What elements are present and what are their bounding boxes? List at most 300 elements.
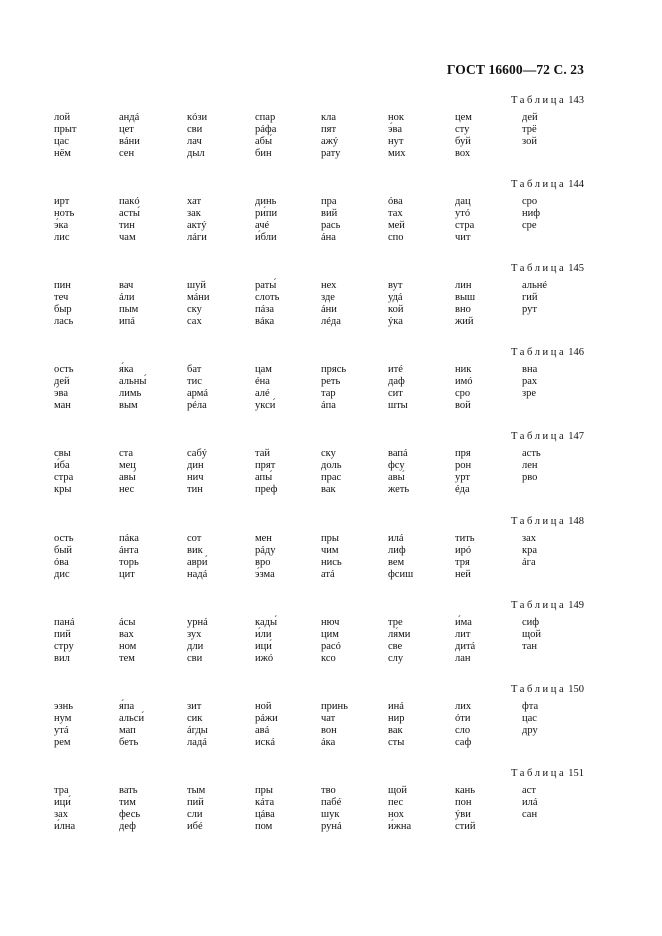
table-column bbox=[54, 785, 114, 833]
table-column bbox=[522, 112, 582, 148]
table-column bbox=[321, 280, 381, 328]
table-caption bbox=[511, 516, 584, 527]
table-cell: цас bbox=[522, 712, 537, 724]
table-column bbox=[388, 196, 448, 244]
table-cell: лиф bbox=[388, 544, 406, 556]
table-caption bbox=[511, 347, 584, 358]
table-cell: пий bbox=[54, 628, 71, 640]
table-cell: ник bbox=[455, 364, 472, 376]
table-column bbox=[119, 533, 179, 581]
table-cell: сабý bbox=[187, 448, 208, 460]
table-column bbox=[187, 112, 247, 160]
table-cell: áпа bbox=[321, 400, 336, 412]
table-column bbox=[522, 196, 582, 232]
table-cell: тай bbox=[255, 448, 270, 460]
table-cell: нок bbox=[388, 112, 404, 123]
table-caption-word: Таблица bbox=[511, 683, 567, 695]
table-column bbox=[119, 364, 179, 412]
table-cell: буй bbox=[455, 136, 471, 147]
table-cell: стий bbox=[455, 820, 476, 832]
table-cell: тан bbox=[522, 640, 537, 652]
table-cell: нум bbox=[54, 712, 72, 724]
table-cell: илá bbox=[522, 796, 538, 808]
table-cell: абы́ bbox=[255, 136, 273, 147]
table-cell: рво bbox=[522, 472, 538, 484]
table-cell: сан bbox=[522, 808, 538, 820]
table-column bbox=[455, 533, 515, 581]
table-cell: нох bbox=[388, 808, 404, 820]
table-cell: зде bbox=[321, 292, 335, 304]
table-cell: рунá bbox=[321, 820, 342, 832]
table-column bbox=[388, 280, 448, 328]
table-column bbox=[455, 701, 515, 749]
table-cell: пым bbox=[119, 304, 139, 316]
table-column bbox=[455, 364, 515, 412]
table-cell: цам bbox=[255, 364, 272, 376]
table-cell: мáни bbox=[187, 292, 210, 304]
table-cell: теч bbox=[54, 292, 69, 304]
table-column bbox=[255, 364, 315, 412]
table-cell: стру bbox=[54, 640, 74, 652]
table-column bbox=[119, 785, 179, 833]
table-cell: лих bbox=[455, 700, 472, 712]
table-cell: и́бли bbox=[255, 232, 277, 244]
table-cell: сит bbox=[388, 388, 403, 400]
table-cell: рах bbox=[522, 376, 538, 388]
table-cell: лан bbox=[455, 652, 471, 664]
table-cell: вать bbox=[119, 784, 138, 796]
table-cell: тин bbox=[187, 484, 203, 496]
table-cell: сты bbox=[388, 736, 405, 748]
table-cell: вно bbox=[455, 304, 471, 316]
table-cell: сиф bbox=[522, 616, 540, 628]
table-cell: áна bbox=[321, 232, 336, 244]
table-cell: и́лна bbox=[54, 820, 76, 832]
table-cell: ста bbox=[119, 448, 134, 460]
table-cell: нес bbox=[119, 484, 135, 496]
table-cell: дин bbox=[187, 460, 204, 472]
table-column bbox=[187, 785, 247, 833]
table-cell: щой bbox=[522, 628, 541, 640]
table-cell: урт bbox=[455, 472, 470, 484]
table-cell: сро bbox=[522, 196, 538, 208]
table-cell: лой bbox=[54, 112, 71, 123]
table-cell: áсы bbox=[119, 616, 136, 628]
table-cell: цет bbox=[119, 124, 134, 135]
table-cell: торь bbox=[119, 556, 139, 568]
table-cell: тис bbox=[187, 376, 202, 388]
table-column bbox=[255, 617, 315, 665]
table-column bbox=[119, 280, 179, 328]
table-cell: дей bbox=[522, 112, 538, 123]
table-cell: ибé bbox=[187, 820, 203, 832]
table-cell: тра bbox=[54, 784, 69, 796]
table-cell: рут bbox=[522, 304, 537, 316]
table-caption bbox=[511, 263, 584, 274]
table-cell: лась bbox=[54, 316, 74, 328]
table-cell: спар bbox=[255, 112, 276, 123]
table-cell: альнé bbox=[522, 280, 548, 292]
table-column bbox=[388, 617, 448, 665]
table-cell: áгды bbox=[187, 724, 208, 736]
table-148 bbox=[0, 516, 662, 600]
table-cell: лен bbox=[522, 460, 538, 472]
table-cell: вáни bbox=[119, 136, 140, 147]
table-cell: нех bbox=[321, 280, 337, 292]
table-column bbox=[119, 112, 179, 160]
table-cell: кла bbox=[321, 112, 337, 123]
table-cell: сро bbox=[455, 388, 471, 400]
table-cell: реть bbox=[321, 376, 341, 388]
table-cell: вапá bbox=[388, 448, 408, 460]
table-column bbox=[119, 196, 179, 244]
table-cell: сви bbox=[187, 652, 203, 664]
table-cell: кры bbox=[54, 484, 72, 496]
table-cell: раты́ bbox=[255, 280, 277, 292]
table-cell: дыл bbox=[187, 148, 205, 159]
table-cell: цим bbox=[321, 628, 339, 640]
table-cell: вáка bbox=[255, 316, 275, 328]
table-cell: деф bbox=[119, 820, 136, 832]
table-column bbox=[187, 448, 247, 496]
table-cell: цем bbox=[455, 112, 472, 123]
table-column bbox=[255, 701, 315, 749]
table-caption-word: Таблица bbox=[511, 347, 567, 359]
table-column bbox=[455, 112, 515, 160]
table-cell: ней bbox=[455, 568, 471, 580]
table-cell: аст bbox=[522, 784, 536, 796]
table-cell: бат bbox=[187, 364, 202, 376]
table-cell: дли bbox=[187, 640, 204, 652]
table-cell: зах bbox=[54, 808, 69, 820]
table-150 bbox=[0, 684, 662, 768]
table-cell: расó bbox=[321, 640, 341, 652]
table-cell: мих bbox=[388, 148, 406, 159]
table-cell: искá bbox=[255, 736, 276, 748]
table-column bbox=[54, 280, 114, 328]
table-column bbox=[522, 701, 582, 737]
table-cell: кады́ bbox=[255, 616, 277, 628]
table-cell: бый bbox=[54, 544, 73, 556]
table-cell: жий bbox=[455, 316, 474, 328]
table-cell: рем bbox=[54, 736, 71, 748]
table-cell: вак bbox=[388, 724, 403, 736]
table-cell: аври́ bbox=[187, 556, 208, 568]
table-cell: удá bbox=[388, 292, 403, 304]
table-cell: ном bbox=[119, 640, 137, 652]
table-cell: тим bbox=[119, 796, 136, 808]
table-cell: урнá bbox=[187, 616, 208, 628]
table-column bbox=[119, 617, 179, 665]
table-cell: фсиш bbox=[388, 568, 414, 580]
table-cell: рон bbox=[455, 460, 472, 472]
table-caption-word: Таблица bbox=[511, 767, 567, 779]
table-cell: ску bbox=[187, 304, 202, 316]
table-column bbox=[522, 364, 582, 400]
table-cell: вут bbox=[388, 280, 403, 292]
table-cell: актý bbox=[187, 220, 207, 232]
table-cell: вна bbox=[522, 364, 538, 376]
table-column bbox=[54, 364, 114, 412]
table-caption-word: Таблица bbox=[511, 515, 567, 527]
table-cell: тем bbox=[119, 652, 135, 664]
table-cell: фесь bbox=[119, 808, 141, 820]
table-cell: вой bbox=[455, 400, 471, 412]
table-cell: све bbox=[388, 640, 403, 652]
table-column bbox=[388, 364, 448, 412]
table-cell: чим bbox=[321, 544, 339, 556]
table-column bbox=[187, 364, 247, 412]
table-cell: ици́ bbox=[255, 640, 272, 652]
table-cell: шуй bbox=[187, 280, 206, 292]
table-cell: ижó bbox=[255, 652, 274, 664]
table-cell: пес bbox=[388, 796, 404, 808]
table-column bbox=[522, 785, 582, 821]
table-cell: óва bbox=[54, 556, 69, 568]
table-cell: авы́ bbox=[388, 472, 405, 484]
table-cell: армá bbox=[187, 388, 209, 400]
table-cell: лит bbox=[455, 628, 471, 640]
table-cell: сло bbox=[455, 724, 471, 736]
table-cell: áга bbox=[522, 556, 536, 568]
table-cell: тить bbox=[455, 532, 475, 544]
table-cell: я́ка bbox=[119, 364, 134, 376]
table-column bbox=[255, 280, 315, 328]
table-column bbox=[321, 533, 381, 581]
table-number: 151 bbox=[568, 767, 584, 779]
table-cell: шты bbox=[388, 400, 408, 412]
table-cell: дей bbox=[54, 376, 70, 388]
table-caption-word: Таблица bbox=[511, 263, 567, 275]
table-column bbox=[321, 364, 381, 412]
table-cell: сту bbox=[455, 124, 470, 135]
table-cell: ипá bbox=[119, 316, 135, 328]
table-cell: фта bbox=[522, 700, 539, 712]
table-cell: мей bbox=[388, 220, 405, 232]
table-column bbox=[54, 533, 114, 581]
table-cell: áли bbox=[119, 292, 135, 304]
table-cell: сви bbox=[187, 124, 203, 135]
table-cell: éна bbox=[255, 376, 270, 388]
table-cell: ксо bbox=[321, 652, 336, 664]
table-151 bbox=[0, 768, 662, 852]
table-cell: зит bbox=[187, 700, 202, 712]
table-cell: áнта bbox=[119, 544, 139, 556]
table-cell: тво bbox=[321, 784, 336, 796]
table-cell: авы́ bbox=[119, 472, 136, 484]
table-cell: имó bbox=[455, 376, 473, 388]
table-cell: мап bbox=[119, 724, 136, 736]
table-cell: лис bbox=[54, 232, 70, 244]
table-number: 143 bbox=[568, 95, 584, 106]
table-cell: прас bbox=[321, 472, 342, 484]
table-column bbox=[388, 701, 448, 749]
table-cell: рáду bbox=[255, 544, 276, 556]
table-number: 145 bbox=[568, 263, 584, 275]
table-column bbox=[455, 196, 515, 244]
table-cell: альси́ bbox=[119, 712, 145, 724]
table-143 bbox=[0, 95, 662, 179]
table-cell: доль bbox=[321, 460, 342, 472]
table-column bbox=[119, 448, 179, 496]
table-number: 150 bbox=[568, 683, 584, 695]
table-cell: эзнь bbox=[54, 700, 74, 712]
table-column bbox=[455, 280, 515, 328]
table-cell: кой bbox=[388, 304, 404, 316]
table-cell: óти bbox=[455, 712, 471, 724]
table-cell: сли bbox=[187, 808, 203, 820]
table-cell: рáфа bbox=[255, 124, 277, 135]
table-column bbox=[54, 196, 114, 244]
table-cell: цит bbox=[119, 568, 135, 580]
table-cell: авá bbox=[255, 724, 270, 736]
table-column bbox=[187, 533, 247, 581]
table-cell: ладá bbox=[187, 736, 207, 748]
table-cell: нир bbox=[388, 712, 405, 724]
table-column bbox=[187, 280, 247, 328]
table-cell: хат bbox=[187, 196, 202, 208]
table-cell: выш bbox=[455, 292, 476, 304]
table-cell: вий bbox=[321, 208, 338, 220]
table-cell: вик bbox=[187, 544, 203, 556]
table-cell: тре bbox=[388, 616, 403, 628]
table-cell: пон bbox=[455, 796, 472, 808]
table-cell: чит bbox=[455, 232, 471, 244]
table-caption bbox=[511, 600, 584, 611]
table-number: 144 bbox=[568, 179, 584, 191]
table-column bbox=[187, 701, 247, 749]
table-cell: асть bbox=[522, 448, 541, 460]
table-cell: пом bbox=[255, 820, 273, 832]
table-cell: пры bbox=[255, 784, 273, 796]
table-cell: пря bbox=[455, 448, 471, 460]
table-cell: алé bbox=[255, 388, 270, 400]
table-cell: вил bbox=[54, 652, 70, 664]
table-cell: сот bbox=[187, 532, 202, 544]
table-number: 149 bbox=[568, 599, 584, 611]
table-cell: спо bbox=[388, 232, 404, 244]
table-cell: принь bbox=[321, 700, 348, 712]
table-cell: кра bbox=[522, 544, 538, 556]
table-cell: лéда bbox=[321, 316, 341, 328]
table-cell: éда bbox=[455, 484, 470, 496]
table-cell: ирт bbox=[54, 196, 70, 208]
table-cell: вах bbox=[119, 628, 134, 640]
table-cell: стра bbox=[455, 220, 475, 232]
table-cell: вач bbox=[119, 280, 134, 292]
table-cell: мен bbox=[255, 532, 272, 544]
table-column bbox=[321, 196, 381, 244]
table-number: 147 bbox=[568, 431, 584, 443]
table-cell: тря bbox=[455, 556, 470, 568]
table-number: 148 bbox=[568, 515, 584, 527]
table-cell: áка bbox=[321, 736, 336, 748]
table-cell: лáги bbox=[187, 232, 207, 244]
table-cell: свы bbox=[54, 448, 71, 460]
table-cell: фсу bbox=[388, 460, 405, 472]
table-cell: илá bbox=[388, 532, 404, 544]
table-cell: тар bbox=[321, 388, 336, 400]
table-cell: вем bbox=[388, 556, 405, 568]
table-column bbox=[321, 701, 381, 749]
table-cell: вак bbox=[321, 484, 336, 496]
table-cell: кóзи bbox=[187, 112, 208, 123]
table-cell: пабé bbox=[321, 796, 342, 808]
table-cell: я́па bbox=[119, 700, 135, 712]
table-cell: лач bbox=[187, 136, 202, 147]
table-caption-word: Таблица bbox=[511, 179, 567, 191]
table-cell: бин bbox=[255, 148, 272, 159]
table-cell: атá bbox=[321, 568, 335, 580]
table-cell: пин bbox=[54, 280, 71, 292]
table-number: 146 bbox=[568, 347, 584, 359]
table-cell: слу bbox=[388, 652, 404, 664]
table-column bbox=[119, 701, 179, 749]
table-column bbox=[321, 448, 381, 496]
table-column bbox=[522, 617, 582, 653]
table-cell: вон bbox=[321, 724, 337, 736]
table-cell: рáжи bbox=[255, 712, 278, 724]
table-cell: зак bbox=[187, 208, 201, 220]
table-cell: нись bbox=[321, 556, 342, 568]
table-cell: ман bbox=[54, 400, 71, 412]
table-caption bbox=[511, 768, 584, 779]
table-cell: э́ва bbox=[54, 388, 68, 400]
table-cell: пий bbox=[187, 796, 204, 808]
table-cell: жеть bbox=[388, 484, 410, 496]
table-cell: апы́ bbox=[255, 472, 273, 484]
table-cell: óва bbox=[388, 196, 403, 208]
table-cell: укси́ bbox=[255, 400, 276, 412]
table-column bbox=[388, 533, 448, 581]
table-cell: инá bbox=[388, 700, 404, 712]
table-column bbox=[54, 112, 114, 160]
table-column bbox=[187, 617, 247, 665]
table-cell: панá bbox=[54, 616, 75, 628]
table-cell: кáта bbox=[255, 796, 275, 808]
table-147 bbox=[0, 431, 662, 515]
table-caption bbox=[511, 95, 584, 106]
table-cell: шук bbox=[321, 808, 340, 820]
table-caption-word: Таблица bbox=[511, 431, 567, 443]
table-cell: сре bbox=[522, 220, 537, 232]
table-cell: щой bbox=[388, 784, 407, 796]
table-column bbox=[255, 112, 315, 160]
table-cell: тым bbox=[187, 784, 206, 796]
table-144 bbox=[0, 179, 662, 263]
table-149 bbox=[0, 600, 662, 684]
table-cell: и́ли bbox=[255, 628, 272, 640]
table-cell: трё bbox=[522, 124, 537, 135]
table-cell: нюч bbox=[321, 616, 340, 628]
table-cell: утó bbox=[455, 208, 471, 220]
table-column bbox=[54, 448, 114, 496]
table-146 bbox=[0, 347, 662, 431]
table-cell: вым bbox=[119, 400, 138, 412]
table-cell: э́ка bbox=[54, 220, 69, 232]
table-cell: дру bbox=[522, 724, 538, 736]
table-cell: сах bbox=[187, 316, 202, 328]
table-cell: зух bbox=[187, 628, 202, 640]
table-cell: ажý bbox=[321, 136, 339, 147]
table-cell: динь bbox=[255, 196, 277, 208]
table-cell: и́ма bbox=[455, 616, 472, 628]
table-cell: áни bbox=[321, 304, 337, 316]
table-column bbox=[255, 785, 315, 833]
table-cell: сен bbox=[119, 148, 135, 159]
table-column bbox=[388, 112, 448, 160]
table-cell: ици́ bbox=[54, 796, 71, 808]
